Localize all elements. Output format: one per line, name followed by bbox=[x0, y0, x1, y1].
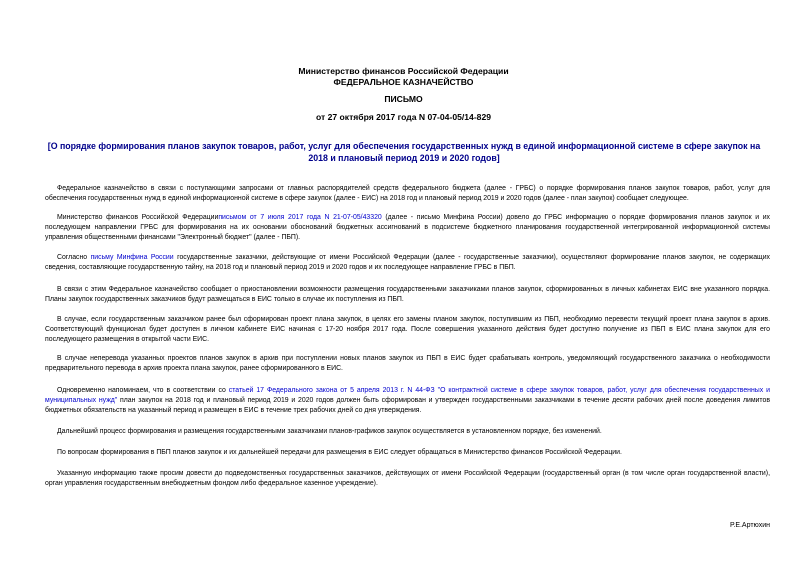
paragraph-4: В связи с этим Федеральное казначейство сообщает о приостановлении возможности размещения государственными заказчиками планов закупок, сформированных в личных кабинетах ЕИС вне указанного порядка. Планы закупок государственных заказчиков будут размещаться в ЕИС только в случае их поступления из ПБП. bbox=[45, 286, 770, 303]
signature: Р.Е.Артюхин bbox=[730, 522, 770, 529]
paragraph-10: Указанную информацию также просим довести до подведомственных государственных заказчиков, действующих от имени Российской Федерации (государственный орган (в том числе орган государственной власти), орган управления государственным внебюджетным фондом либо федеральное казенное учреждение). bbox=[45, 470, 770, 487]
minfin-letter-ref-link[interactable]: письму Минфина России bbox=[90, 254, 174, 261]
paragraph-9: По вопросам формирования в ПБП планов закупок и их дальнейшей передачи для размещения в ЕИС следует обращаться в Министерство финансов Российской Федерации. bbox=[57, 449, 622, 456]
paragraph-8: Дальнейший процесс формирования и размещения государственными заказчиками планов-графиков закупок осуществляется в установленном порядке, без изменений. bbox=[57, 428, 602, 435]
ministry-title: Министерство финансов Российской Федерации bbox=[298, 66, 509, 76]
document-type: ПИСЬМО bbox=[384, 94, 423, 104]
paragraph-3-text-start: Согласно bbox=[57, 254, 91, 261]
paragraph-2-text-start: Министерство финансов Российской Федерации bbox=[57, 214, 219, 221]
paragraph-3-text-end: государственные заказчики, действующие от имени Российской Федерации (далее - государственные заказчики), осуществляют формирование планов закупок, не содержащих сведения, составляющие государственную тайну, на 2018 год и плановый период 2019 и 2020 годов и их последующее направление ГРБС в ПБП. bbox=[45, 254, 770, 271]
document-date-number: от 27 октября 2017 года N 07-04-05/14-829 bbox=[315, 112, 492, 122]
paragraph-3 bbox=[45, 253, 770, 273]
paragraph-2-text-end: (далее - письмо Минфина России) довело до ГРБС информацию о порядке формирования планов закупок и их последующем направлении ГРБС для формирования на их основании обоснований бюджетных ассигнований в подсистеме бюджетного планирования государственной интегрированной информационной системы управления общественными финансами "Электронный бюджет" (далее - ПБП). bbox=[45, 214, 770, 241]
paragraph-7 bbox=[45, 386, 770, 416]
paragraph-2 bbox=[45, 213, 770, 243]
federal-law-article-link[interactable]: статьей 17 Федерального закона от 5 апреля 2013 г. N 44-ФЗ "О контрактной системе в сфере закупок товаров, работ, услуг для обеспечения государственных и муниципальных нужд" bbox=[45, 387, 770, 404]
paragraph-5: В случае, если государственным заказчиком ранее был сформирован проект плана закупок, в целях его замены планом закупок, поступившим из ПБП, необходимо перевести текущий проект плана закупок в архив. Соответствующий функционал будет доступен в личном кабинете ЕИС начиная с 17-20 ноября 2017 года. После совершения указанного действия будет доступно получение из ПБП в ЕИС плана закупок для его последующего размещения в открытой части ЕИС. bbox=[45, 316, 770, 343]
treasury-title: ФЕДЕРАЛЬНОЕ КАЗНАЧЕЙСТВО bbox=[333, 77, 474, 87]
paragraph-1: Федеральное казначейство в связи с поступающими запросами от главных распорядителей средств федерального бюджета (далее - ГРБС) о порядке формирования планов закупок товаров, работ, услуг для обеспечения государственных нужд в единой информационной системе в сфере закупок (далее - ЕИС) на 2018 год и плановый период 2019 и 2020 годов (далее - план закупок) сообщает следующее. bbox=[45, 185, 770, 202]
paragraph-6: В случае неперевода указанных проектов планов закупок в архив при поступлении новых планов закупок из ПБП в ЕИС будет срабатывать контроль, уведомляющий государственного заказчика о необходимости предварительного перевода в архив проекта плана закупок, ранее сформированного в ЕИС. bbox=[45, 355, 770, 372]
minfin-letter-link[interactable]: письмом от 7 июля 2017 года N 21-07-05/43320 bbox=[218, 214, 382, 221]
document-subject: [О порядке формирования планов закупок товаров, работ, услуг для обеспечения государственных нужд в единой информационной системе в сфере закупок на 2018 и плановый период 2019 и 2020 годов] bbox=[47, 141, 761, 163]
paragraph-7-text-end: план закупок на 2018 год и плановый период 2019 и 2020 годов должен быть сформирован и утвержден государственными заказчиками в течение десяти рабочих дней после доведения лимитов бюджетных обязательств на указанный период и размещен в ЕИС в течение трех рабочих дней со дня утверждения. bbox=[45, 397, 770, 414]
paragraph-7-text-start: Одновременно напоминаем, что в соответствии со bbox=[57, 387, 229, 394]
